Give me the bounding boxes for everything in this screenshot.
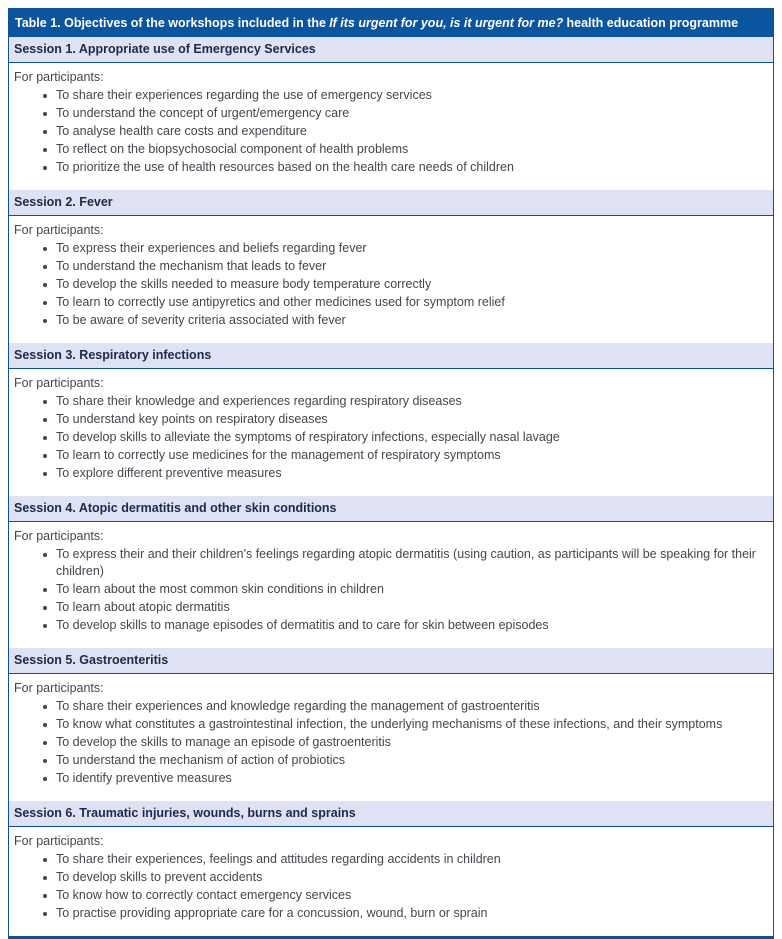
bullet-icon [43, 436, 47, 440]
bullet-icon [43, 166, 47, 170]
objective-item [42, 581, 763, 598]
bullet-icon [43, 894, 47, 898]
objective-item [42, 465, 763, 482]
session-title: Session 6. Traumatic injuries, wounds, burns and sprains [14, 806, 356, 820]
bullet-icon [43, 723, 47, 727]
bullet-icon [43, 418, 47, 422]
session-title: Session 5. Gastroenteritis [14, 653, 169, 667]
session-body [9, 63, 773, 190]
objective-item [42, 429, 763, 446]
objective-text: To develop skills to manage episodes of dermatitis and to care for skin between episodes [56, 618, 549, 632]
session-section [9, 190, 773, 343]
session-header [9, 190, 773, 216]
objective-text: To learn to correctly use antipyretics and other medicines used for symptom relief [56, 295, 505, 309]
objective-item [42, 123, 763, 140]
session-body [9, 522, 773, 648]
session-title: Session 2. Fever [14, 195, 113, 209]
objective-item [42, 141, 763, 158]
objective-text: To understand the mechanism of action of probiotics [56, 753, 346, 767]
objective-text: To develop skills to prevent accidents [56, 870, 263, 884]
bullet-icon [43, 265, 47, 269]
session-body [9, 674, 773, 801]
objective-item [42, 716, 763, 733]
objective-text: To share their knowledge and experiences regarding respiratory diseases [56, 394, 462, 408]
objective-text: To be aware of severity criteria associated with fever [56, 313, 346, 327]
objective-text: To explore different preventive measures [56, 466, 282, 480]
objective-item [42, 752, 763, 769]
objective-text: To share their experiences, feelings and attitudes regarding accidents in children [56, 852, 501, 866]
for-participants-label: For participants: [14, 223, 104, 237]
table-caption-prefix: Table 1. Objectives of the workshops included in the [15, 16, 326, 30]
objective-text: To learn about the most common skin conditions in children [56, 582, 384, 596]
objective-item [42, 869, 763, 886]
objective-item [42, 87, 763, 104]
objectives-list [42, 240, 763, 329]
objective-item [42, 447, 763, 464]
objective-text: To practise providing appropriate care for a concussion, wound, burn or sprain [56, 906, 488, 920]
objective-text: To understand the concept of urgent/emergency care [56, 106, 350, 120]
objective-text: To express their and their children's feelings regarding atopic dermatitis (using caution, as participants will be speaking for their children) [56, 547, 756, 578]
bullet-icon [43, 588, 47, 592]
session-section [9, 648, 773, 801]
bullet-icon [43, 553, 47, 557]
objective-item [42, 851, 763, 868]
for-participants-label: For participants: [14, 70, 104, 84]
bullet-icon [43, 130, 47, 134]
objective-item [42, 698, 763, 715]
bullet-icon [43, 400, 47, 404]
bullet-icon [43, 741, 47, 745]
session-header [9, 496, 773, 522]
objective-text: To learn to correctly use medicines for the management of respiratory symptoms [56, 448, 501, 462]
bullet-icon [43, 472, 47, 476]
objective-item [42, 599, 763, 616]
bullet-icon [43, 624, 47, 628]
table-caption [9, 9, 773, 37]
objective-text: To identify preventive measures [56, 771, 232, 785]
objectives-list [42, 87, 763, 176]
objective-item [42, 294, 763, 311]
objective-text: To learn about atopic dermatitis [56, 600, 230, 614]
objective-item [42, 276, 763, 293]
objective-item [42, 258, 763, 275]
session-section [9, 37, 773, 190]
bullet-icon [43, 94, 47, 98]
objective-text: To know how to correctly contact emergency services [56, 888, 352, 902]
objective-item [42, 770, 763, 787]
for-participants-label: For participants: [14, 529, 104, 543]
objective-text: To develop the skills to manage an episode of gastroenteritis [56, 735, 391, 749]
objective-text: To understand key points on respiratory diseases [56, 412, 328, 426]
bullet-icon [43, 283, 47, 287]
session-header [9, 801, 773, 827]
table-caption-suffix: health education programme [566, 16, 739, 30]
bullet-icon [43, 876, 47, 880]
session-header [9, 648, 773, 674]
objectives-list [42, 393, 763, 482]
objective-text: To develop skills to alleviate the symptoms of respiratory infections, especially nasal lavage [56, 430, 560, 444]
session-title: Session 1. Appropriate use of Emergency Services [14, 42, 316, 56]
objectives-list [42, 546, 763, 634]
objectives-table [8, 8, 774, 939]
objectives-list [42, 698, 763, 787]
bullet-icon [43, 777, 47, 781]
bullet-icon [43, 759, 47, 763]
session-header [9, 37, 773, 63]
objective-item [42, 546, 763, 580]
bullet-icon [43, 319, 47, 323]
session-title: Session 4. Atopic dermatitis and other skin conditions [14, 501, 337, 515]
objective-text: To reflect on the biopsychosocial component of health problems [56, 142, 409, 156]
session-header [9, 343, 773, 369]
session-body [9, 216, 773, 343]
for-participants-label: For participants: [14, 376, 104, 390]
session-section [9, 801, 773, 936]
objective-text: To know what constitutes a gastrointestinal infection, the underlying mechanisms of these infections, and their symptoms [56, 717, 723, 731]
table-caption-italic-title: If its urgent for you, is it urgent for me? [329, 16, 564, 30]
for-participants-label: For participants: [14, 834, 104, 848]
bullet-icon [43, 705, 47, 709]
objective-item [42, 240, 763, 257]
bullet-icon [43, 112, 47, 116]
objective-text: To understand the mechanism that leads to fever [56, 259, 327, 273]
bullet-icon [43, 858, 47, 862]
objective-text: To share their experiences regarding the use of emergency services [56, 88, 432, 102]
bullet-icon [43, 148, 47, 152]
for-participants-label: For participants: [14, 681, 104, 695]
objective-item [42, 393, 763, 410]
objectives-list [42, 851, 763, 922]
objective-text: To prioritize the use of health resources based on the health care needs of children [56, 160, 514, 174]
bullet-icon [43, 247, 47, 251]
objective-text: To analyse health care costs and expenditure [56, 124, 307, 138]
objective-item [42, 887, 763, 904]
objective-item [42, 411, 763, 428]
session-title: Session 3. Respiratory infections [14, 348, 212, 362]
objective-text: To share their experiences and knowledge regarding the management of gastroenteritis [56, 699, 540, 713]
bullet-icon [43, 454, 47, 458]
objective-text: To develop the skills needed to measure body temperature correctly [56, 277, 432, 291]
bullet-icon [43, 606, 47, 610]
objective-text: To express their experiences and beliefs regarding fever [56, 241, 367, 255]
objective-item [42, 734, 763, 751]
bullet-icon [43, 301, 47, 305]
session-section [9, 496, 773, 648]
objective-item [42, 105, 763, 122]
session-body [9, 369, 773, 496]
sessions-container [9, 37, 773, 936]
session-section [9, 343, 773, 496]
session-body [9, 827, 773, 936]
objective-item [42, 312, 763, 329]
objective-item [42, 159, 763, 176]
objective-item [42, 617, 763, 634]
